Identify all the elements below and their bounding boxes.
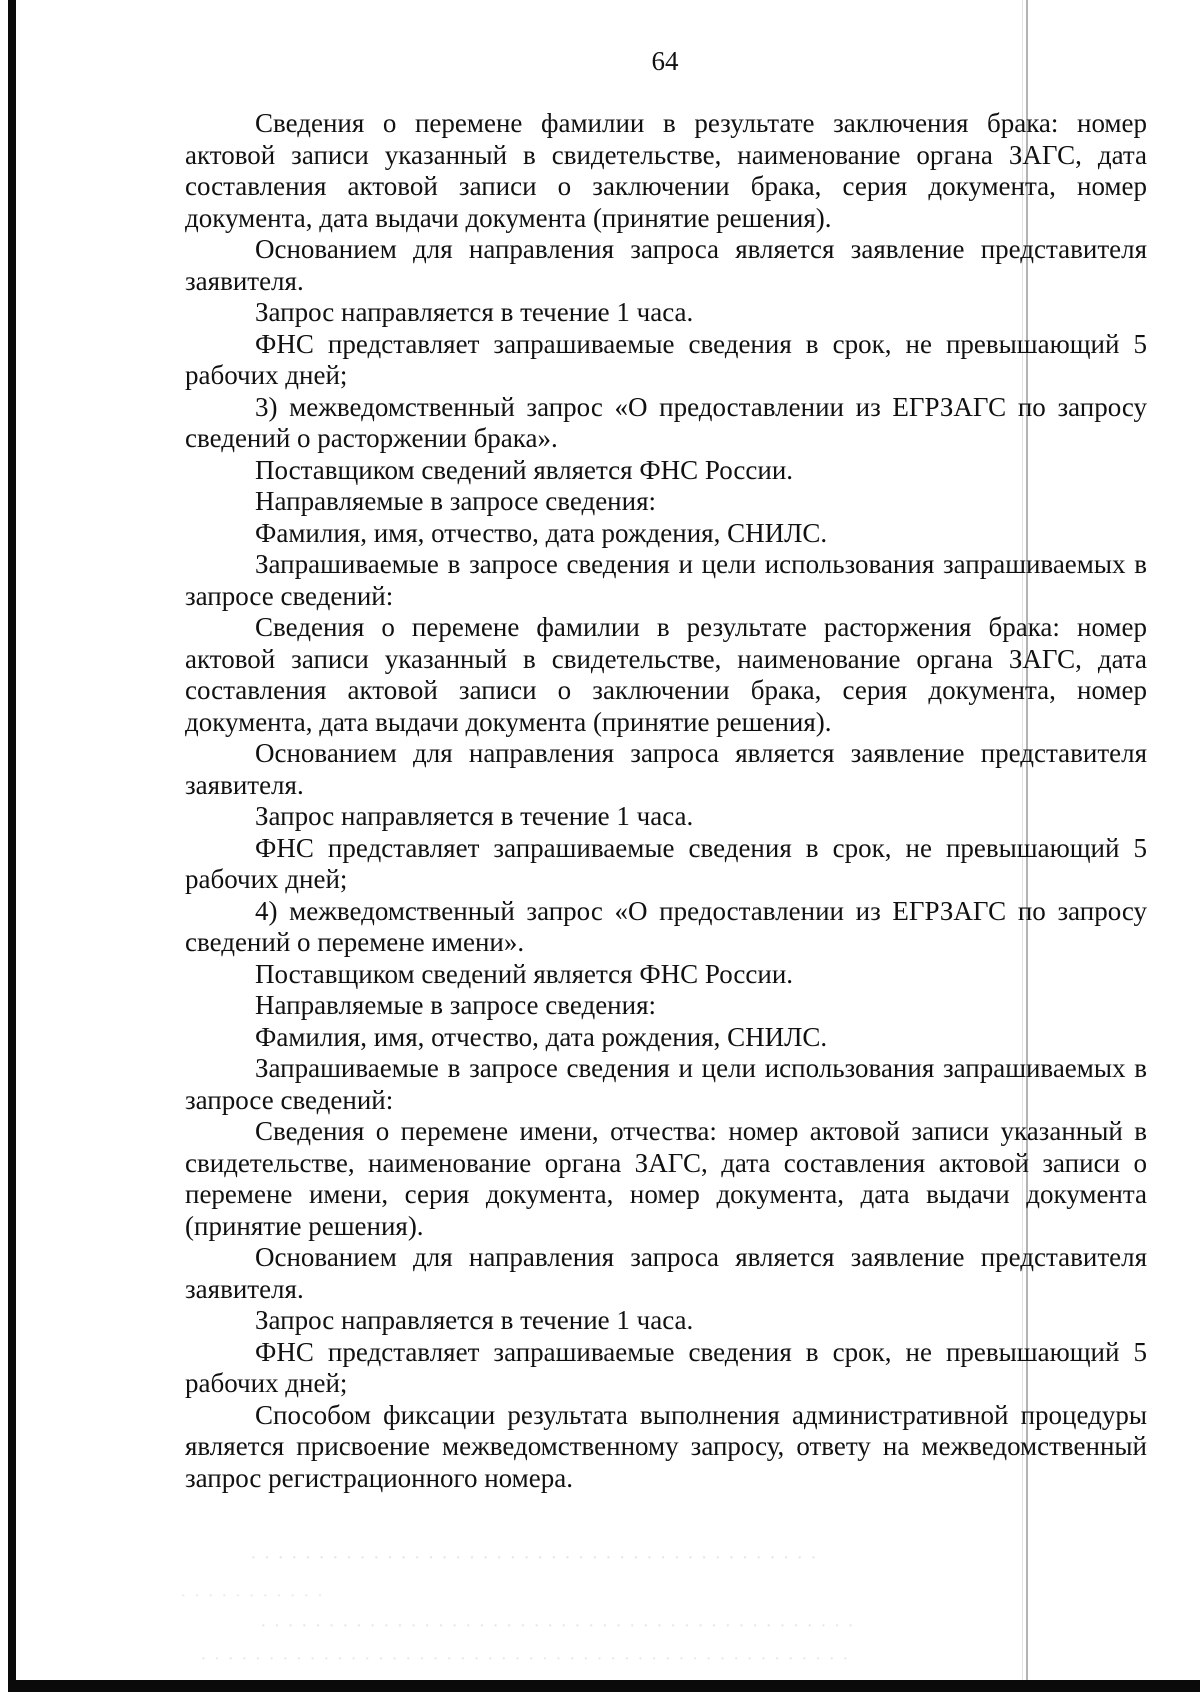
scan-left-edge <box>8 0 16 1692</box>
paragraph: Сведения о перемене фамилии в результате расторжения брака: номер актовой записи указанный в свидетельстве, наименование органа ЗАГС, дата составления актовой записи о заключении брака, серия документа, номер документа, дата выдачи документа (принятие решения). <box>185 612 1147 737</box>
paragraph: Запрос направляется в течение 1 часа. <box>255 1305 694 1335</box>
paragraph: Основанием для направления запроса является заявление представителя заявителя. <box>185 738 1147 800</box>
paragraph: Поставщиком сведений является ФНС России. <box>255 454 794 485</box>
bleed-through-noise: · · · · · · · · · · · · · · · · · · · · · · · · · · · · · · · · · · · · · · · · · · <box>250 1547 818 1569</box>
paragraph: Основанием для направления запроса является заявление представителя заявителя. <box>185 234 1147 296</box>
paragraph: Сведения о перемене фамилии в результате заключения брака: номер актовой записи указанный в свидетельстве, наименование органа ЗАГС, дата составления актовой записи о заключении брака, серия документа, номер документа, дата выдачи документа (принятие решения). <box>185 108 1147 233</box>
paragraph: Фамилия, имя, отчество, дата рождения, СНИЛС. <box>255 517 828 548</box>
paragraph: Способом фиксации результата выполнения административной процедуры является присвоение межведомственному запросу, ответу на межведомственный запрос регистрационного номера. <box>185 1399 1147 1493</box>
paragraph: Запрашиваемые в запросе сведения и цели использования запрашиваемых в запросе сведений: <box>185 549 1147 611</box>
paragraph: Фамилия, имя, отчество, дата рождения, СНИЛС. <box>255 1021 828 1052</box>
paragraph: Запрос направляется в течение 1 часа. <box>255 297 694 327</box>
document-body <box>185 108 1147 1494</box>
paragraph: ФНС представляет запрашиваемые сведения в срок, не превышающий 5 рабочих дней; <box>185 832 1147 894</box>
paragraph: Сведения о перемене имени, отчества: номер актовой записи указанный в свидетельстве, наименование органа ЗАГС, дата составления актовой записи о перемене имени, серия документа, номер документа, дата выдачи документа (принятие решения). <box>185 1116 1147 1241</box>
paragraph: 4) межведомственный запрос «О предоставлении из ЕГРЗАГС по запросу сведений о перемене имени». <box>185 895 1147 957</box>
paragraph: ФНС представляет запрашиваемые сведения в срок, не превышающий 5 рабочих дней; <box>185 328 1147 390</box>
bleed-through-noise: · · · · · · · · · · · · · · · · · · · · · · · · · · · · · · · · · · · · · · · · · · · · · · · · <box>200 1648 850 1670</box>
paragraph: Направляемые в запросе сведения: <box>255 990 656 1020</box>
paragraph: ФНС представляет запрашиваемые сведения в срок, не превышающий 5 рабочих дней; <box>185 1336 1147 1398</box>
page-number: 64 <box>651 46 679 76</box>
paragraph: Направляемые в запросе сведения: <box>255 486 656 516</box>
paragraph: 3) межведомственный запрос «О предоставлении из ЕГРЗАГС по запросу сведений о расторжении брака». <box>185 391 1147 453</box>
bleed-through-noise: · · · · · · · · · · · · · · · · · · · · · · · · · · · · · · · · · · · · · · · · · · · · <box>260 1615 856 1637</box>
paragraph: Запрашиваемые в запросе сведения и цели использования запрашиваемых в запросе сведений: <box>185 1053 1147 1115</box>
paragraph: Запрос направляется в течение 1 часа. <box>255 801 694 831</box>
scan-bottom-edge <box>8 1680 1200 1692</box>
paragraph: Поставщиком сведений является ФНС России. <box>255 958 794 989</box>
bleed-through-noise: · · · · · · · · · · · <box>180 1585 325 1607</box>
paragraph: Основанием для направления запроса является заявление представителя заявителя. <box>185 1242 1147 1304</box>
